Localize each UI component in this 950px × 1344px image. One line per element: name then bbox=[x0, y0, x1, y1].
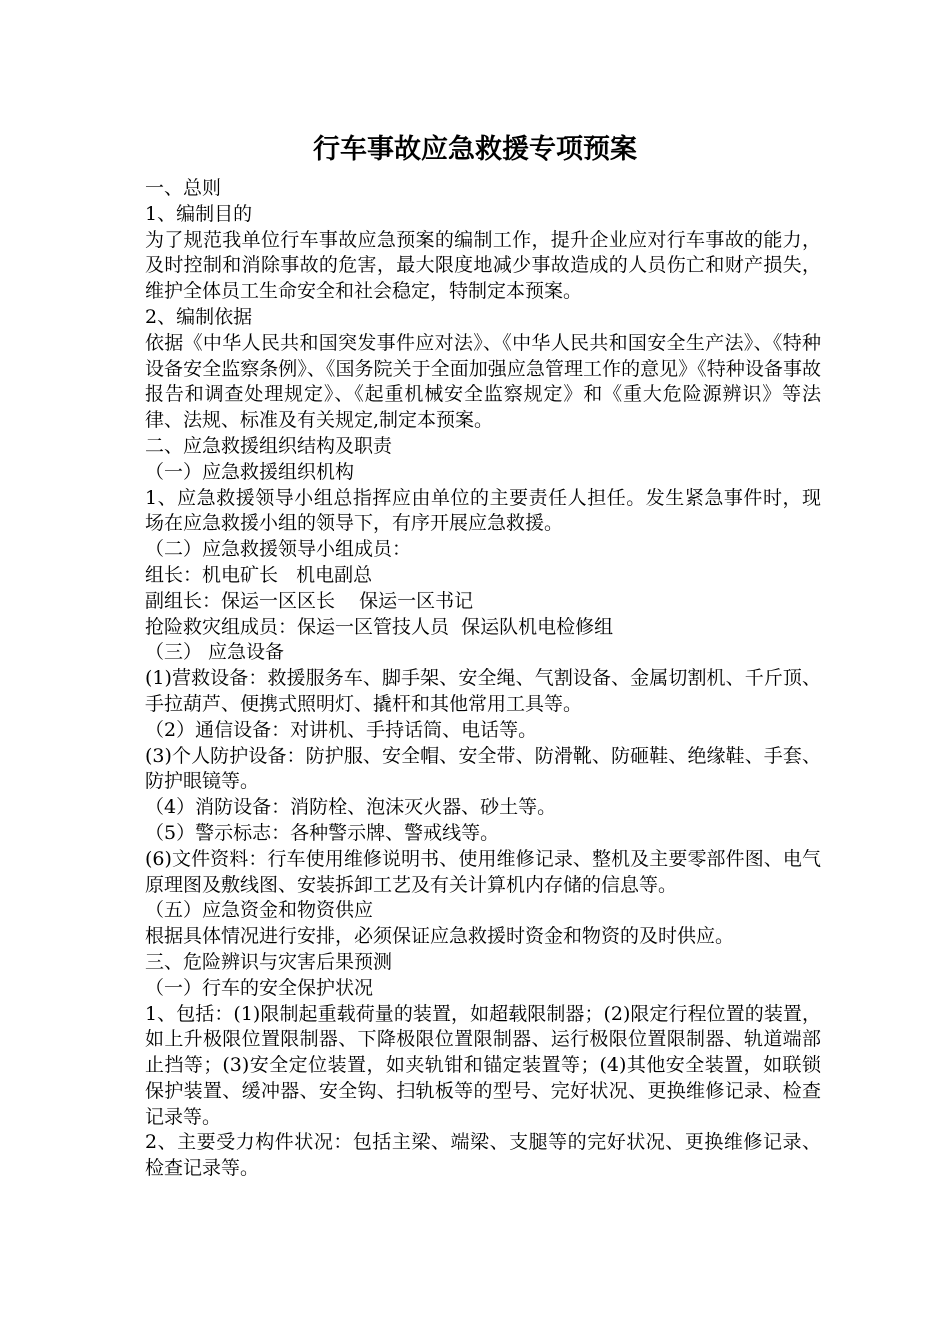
paragraph: （2）通信设备：对讲机、手持话筒、电话等。 bbox=[145, 718, 538, 741]
paragraph: (6)文件资料：行车使用维修说明书、使用维修记录、整机及主要零部件图、电气原理图及敷线图、安装拆卸工艺及有关计算机内存储的信息等。 bbox=[145, 847, 821, 896]
document-title: 行车事故应急救援专项预案 bbox=[313, 134, 637, 165]
paragraph: (1)营救设备：救援服务车、脚手架、安全绳、气割设备、金属切割机、千斤顶、手拉葫芦、便携式照明灯、撬杆和其他常用工具等。 bbox=[145, 667, 821, 715]
paragraph: 1、包括：(1)限制起重载荷量的装置，如超载限制器；(2)限定行程位置的装置，如上升极限位置限制器、下降极限位置限制器、运行极限位置限制器、轨道端部止挡等；(3)安全定位装置，如夹轨钳和锚定装置等；(4)其他安全装置，如联锁保护装置、缓冲器、安全钩、扫轨板等的型号、完好状况、更换维修记录、检查记录等。 bbox=[145, 1002, 821, 1128]
paragraph: 1、应急救援领导小组总指挥应由单位的主要责任人担任。发生紧急事件时，现场在应急救援小组的领导下，有序开展应急救援。 bbox=[145, 486, 821, 535]
paragraph: （4）消防设备：消防栓、泡沫灭火器、砂土等。 bbox=[145, 796, 557, 819]
subsection-heading: （三） 应急设备 bbox=[145, 641, 285, 664]
section-heading: 一、总则 bbox=[145, 177, 222, 199]
section-heading: 二、应急救援组织结构及职责 bbox=[145, 434, 393, 457]
paragraph: 副组长：保运一区区长 保运一区书记 bbox=[145, 589, 474, 612]
paragraph: 组长：机电矿长 机电副总 bbox=[145, 563, 373, 586]
paragraph: 抢险救灾组成员：保运一区管技人员 保运队机电检修组 bbox=[145, 615, 614, 638]
subsection-heading: （五）应急资金和物资供应 bbox=[145, 899, 374, 922]
paragraph: 依据《中华人民共和国突发事件应对法》、《中华人民共和国安全生产法》、《特种设备安全监察条例》、《国务院关于全面加强应急管理工作的意见》《特种设备事故报告和调查处理规定》、《起重机械安全监察规定》和《重大危险源辨识》等法律、法规、标准及有关规定,制定本预案。 bbox=[145, 331, 821, 432]
paragraph: 根据具体情况进行安排，必须保证应急救援时资金和物资的及时供应。 bbox=[145, 925, 735, 948]
paragraph: 为了规范我单位行车事故应急预案的编制工作，提升企业应对行车事故的能力，及时控制和消除事故的危害，最大限度地减少事故造成的人员伤亡和财产损失，维护全体员工生命安全和社会稳定，特制定本预案。 bbox=[145, 228, 821, 303]
paragraph: (3)个人防护设备：防护服、安全帽、安全带、防滑靴、防砸鞋、绝缘鞋、手套、防护眼镜等。 bbox=[145, 744, 821, 793]
subsection-heading: （一）行车的安全保护状况 bbox=[145, 976, 374, 999]
paragraph: 2、主要受力构件状况：包括主梁、端梁、支腿等的完好状况、更换维修记录、检查记录等。 bbox=[145, 1131, 821, 1180]
document-body bbox=[145, 176, 821, 1182]
subsection-heading: 2、编制依据 bbox=[145, 305, 253, 328]
subsection-heading: （二）应急救援领导小组成员： bbox=[145, 538, 412, 561]
subsection-heading: 1、编制目的 bbox=[145, 202, 253, 225]
paragraph: （5）警示标志：各种警示牌、警戒线等。 bbox=[145, 821, 500, 844]
section-heading: 三、危险辨识与灾害后果预测 bbox=[145, 950, 393, 973]
subsection-heading: （一）应急救援组织机构 bbox=[145, 460, 355, 483]
